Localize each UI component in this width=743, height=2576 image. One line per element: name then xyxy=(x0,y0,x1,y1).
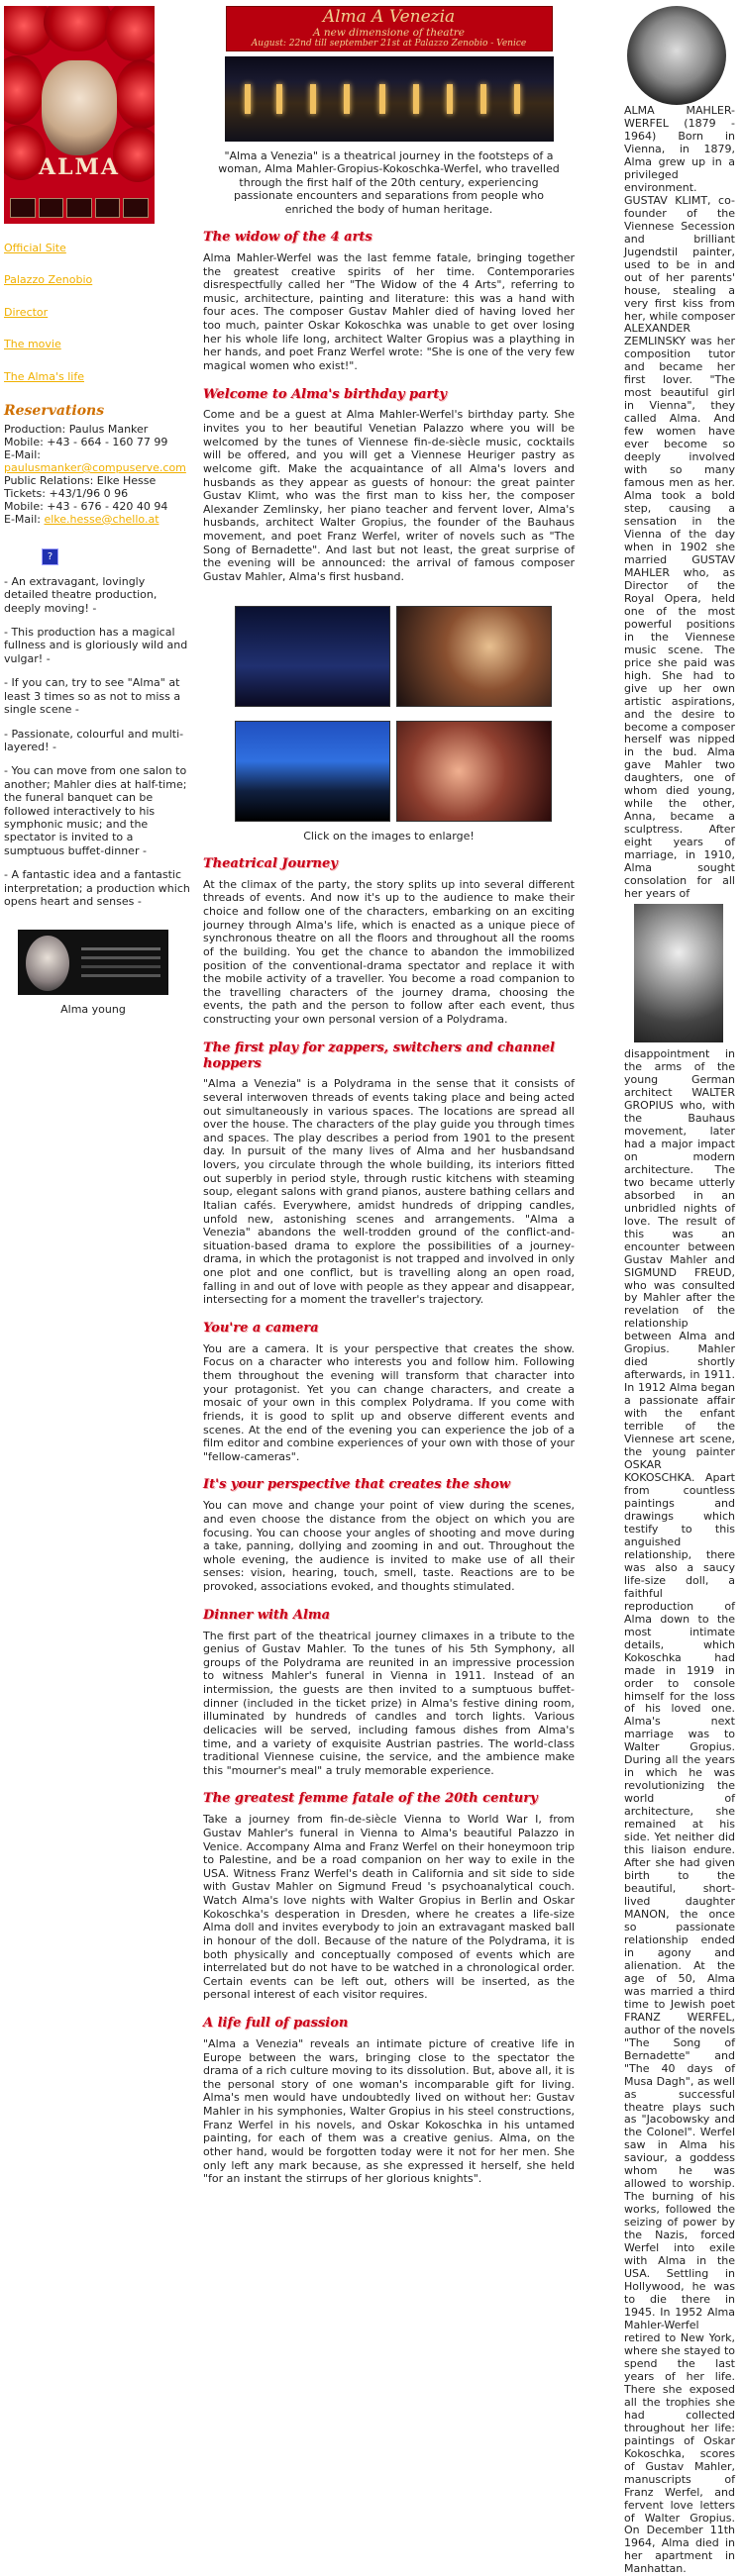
poster-title: ALMA xyxy=(39,154,120,180)
press-quote: - If you can, try to see "Alma" at least 3 times so as not to miss a single scene - xyxy=(4,676,181,717)
contact-email-1-link[interactable]: paulusmanker@compuserve.com xyxy=(4,461,186,475)
nav-official-site-link[interactable]: Official Site xyxy=(4,242,66,254)
section-text: "Alma a Venezia" is a Polydrama in the sense that it consists of several interwoven threads of events taking place and being acted out simultaneously in various spaces. The locations are spread all over the house. The characters of the play guide you through times and spaces. The play describes a period from 1901 to the present day. In pursuit of the many lives of Alma and her husbandsand lovers, you circulate through the whole building, its interiors fitted out superbly in period style, through rustic kitchens with steaming soup, elegant salons with grand pianos, austere bathing cellars and Italian cafés. Everywhere, amidst hundreds of dripping candles, unfold new, astonishing scenes and arrangements. "Alma a Venezia" abandons the well-trodden ground of the conflict-and-situation-based drama to explore the possibilities of a journey-drama, in which the protagonist is not trapped and involved in only one plot and one conflict, but is travelling along an open road, falling in and out of love with people as they appear and disappear, intersecting for a moment the traveller's trajectory. xyxy=(203,1077,575,1307)
section-text: You can move and change your point of view during the scenes, and even choose the distance from the object on which you are focusing. You can choose your angles of shooting and move during a take, panning, dollying and zooming in and out. Throughout the whole evening, the audience is invited to make use of all their senses: vision, hearing, touch, smell, taste. Reactions are to be provoked, associations evoked, and thoughts stimulated. xyxy=(203,1499,575,1594)
contact-block xyxy=(4,424,192,527)
banner-title: Alma A Venezia xyxy=(322,7,456,27)
right-sidebar xyxy=(624,6,735,2576)
alma-portrait-photo xyxy=(627,6,726,105)
press-quote: - An extravagant, lovingly detailed theatre production, deeply moving! - xyxy=(4,574,158,615)
reservations-heading: Reservations xyxy=(4,403,105,420)
intro-text: "Alma a Venezia" is a theatrical journey in the footsteps of a woman, Alma Mahler-Gropius-Kokoschka-Werfel, who travelled through the first half of the 20th century, experiencing passionate encounters and separations from people who enriched the body of human heritage. xyxy=(218,149,560,216)
section-heading: Theatrical Journey xyxy=(203,855,338,871)
banner-subtitle: A new dimensione of theatre xyxy=(312,27,466,39)
header-banner xyxy=(226,6,553,51)
contact-mobile-2: Mobile: +43 - 676 - 420 40 94 xyxy=(4,499,168,513)
contact-public-relations: Public Relations: Elke Hesse xyxy=(4,473,157,487)
gallery-thumbnail[interactable] xyxy=(235,721,390,822)
section-heading: You're a camera xyxy=(203,1320,319,1336)
gallery-thumbnail[interactable] xyxy=(396,721,552,822)
press-quotes xyxy=(4,575,192,909)
section-text: The first part of the theatrical journey climaxes in a tribute to the genius of Gustav Mahler. To the tunes of his 5th Symphony, all groups of the Polydrama are reunited in an impressive procession to witness Mahler's funeral in Vienna in 1911. Instead of an intermission, the guests are then invited to a sumptuous buffet-dinner (included in the ticket prize) in Alma's festive dining room, illuminated by hundreds of candles and torch lights. Various delicacies will be served, including famous dishes from Alma's time, and a variety of exquisite Austrian pastries. The world-class traditional Viennese cuisine, the service, and the ambience make this "mourner's meal" a truly memorable experience. xyxy=(203,1629,575,1777)
section-heading: It's your perspective that creates the show xyxy=(203,1477,510,1493)
contact-production: Production: Paulus Manker xyxy=(4,423,149,437)
section-heading: A life full of passion xyxy=(203,2016,349,2031)
gallery-caption: Click on the images to enlarge! xyxy=(303,829,475,842)
gallery-thumbnail[interactable] xyxy=(396,606,552,707)
section-heading: The widow of the 4 arts xyxy=(203,230,372,246)
photo-gallery xyxy=(235,606,552,822)
biography-text: ALMA MAHLER-WERFEL (1879 - 1964) Born in Vienna, in 1879, Alma grew up in a privileged environment. GUSTAV KLIMT, co-founder of the Viennese Secession and brilliant Jugendstil painter, used to be in and out of her parents' house, stealing a very first kiss from her, while composer ALEXANDER ZEMLINSKY was her composition tutor and became her first lover. "The most beautiful girl in Vienna", they called Alma. And few women have ever become so deeply involved with so many famous men as her. Alma took a bold step, causing a sensation in the Vienna of the day when in 1902 she married GUSTAV MAHLER who, as Director of the Royal Opera, held one of the most powerful positions in the Viennese music scene. The price she paid was high. She had to give up her own artistic aspirations, and the desire to become a composer herself was nipped in the bud. Alma gave Mahler two daughters, one of whom died young, while the other, Anna, became a sculptress. After eight years of marriage, in 1910, Alma sought consolation for all her years of xyxy=(624,104,735,901)
section-heading: The first play for zappers, switchers and channel hoppers xyxy=(203,1040,555,1071)
press-quote: - You can move from one salon to another; Mahler dies at half-time; the funeral banquet can be followed interactively to his symphonic music; and the spectator is invited to a sumptuous buffet-dinner - xyxy=(4,764,187,857)
press-quote: - This production has a magical fullness and is gloriously wild and vulgar! - xyxy=(4,626,188,665)
nav-palazzo-zenobio-link[interactable]: Palazzo Zenobio xyxy=(4,273,93,287)
nav-director-link[interactable]: Director xyxy=(4,305,49,319)
contact-email-label: E-Mail: xyxy=(4,448,41,462)
left-sidebar xyxy=(4,6,192,1017)
section-text: You are a camera. It is your perspective that creates the show. Focus on a character who interests you and follow him. Following them throughout the evening will transform that character into your protagonist. Yet you can change characters, and create a mosaic of your own in this complex Polydrama. If you come with friends, it is good to split up and observe different events and scenes. At the end of the evening you can experience the job of a film editor and combine experiences of your own with those of your "fellow-cameras". xyxy=(203,1341,575,1463)
alma-young-caption: Alma young xyxy=(60,1003,126,1017)
alma-young-photo[interactable] xyxy=(18,930,168,995)
section-heading: Welcome to Alma's birthday party xyxy=(203,386,447,402)
alma-poster-image xyxy=(4,6,155,224)
alma-older-portrait-photo xyxy=(634,904,723,1042)
main-content xyxy=(203,6,575,2186)
venice-night-photo xyxy=(225,56,554,142)
biography-text-continued: disappointment in the arms of the young German architect WALTER GROPIUS who, with the Bauhaus movement, later had a major impact on modern architecture. The two became utterly absorbed in an unbridled nights of love. The result of this was an encounter between Gustav Mahler and SIGMUND FREUD, who was consulted by Mahler after the revelation of the relationship between Alma and Gropius. Mahler died shortly afterwards, in 1911. In 1912 Alma began a passionate affair with the enfant terrible of the Viennese art scene, the young painter OSKAR KOKOSCHKA. Apart from countless paintings and drawings which testify to this anguished relationship, there was also a saucy life-size doll, a faithful reproduction of Alma down to the most intimate details, which Kokoschka had made in 1919 in order to console himself for the loss of his loved one. Alma's next marriage was to Walter Gropius. During all the years in which he was revolutionizing the world of architecture, she remained at his side. Yet neither did this liaison endure. After she had given birth to the beautiful, short-lived daughter MANON, the once so passionate relationship ended in agony and alienation. At the age of 50, Alma was married a third time to Jewish poet FRANZ WERFEL, author of the novels "The Song of Bernadette" and "The 40 days of Musa Dagh", as well as successful theatre plays such as "Jacobowsky and the Colonel". Werfel saw in Alma his saviour, a goddess whom he was allowed to worship. The burning of his works, followed the seizing of power by the Nazis, forced Werfel into exile with Alma in the USA. Settling in Hollywood, he was to die there in 1945. In 1952 Alma Mahler-Werfel retired to New York, where she stayed to spend the last years of her life. There she exposed all the trophies she had collected throughout her life: paintings of Oskar Kokoschka, scores of Gustav Mahler, manuscripts of Franz Werfel, and fervent love letters of Walter Gropius. On December 11th 1964, Alma died in her apartment in Manhattan. xyxy=(624,1047,735,2576)
banner-dates: August: 22nd till september 21st at Palazzo Zenobio - Venice xyxy=(251,39,527,49)
contact-email-2-label: E-Mail: xyxy=(4,512,41,526)
nav-the-movie-link[interactable]: The movie xyxy=(4,338,61,351)
press-quote: - Passionate, colourful and multi-layered! - xyxy=(4,727,184,753)
contact-email-2-link[interactable]: elke.hesse@chello.at xyxy=(44,512,159,526)
section-text: Take a journey from fin-de-siècle Vienna to World War I, from Gustav Mahler's funeral in Vienna to Alma's beautiful Palazzo in Venice. Accompany Alma and Franz Werfel on their honeymoon trip to Palestine, and be a road companion on her way to exile in the USA. Witness Franz Werfel's death in California and sit side to side with Gustav Mahler on Sigmund Freud 's psychoanalytical couch. Watch Alma's love nights with Walter Gropius in Berlin and Oskar Kokoschka's desperation in Dresden, where he creates a life-size Alma doll and invites everybody to join an extravagant masked ball in honour of the doll. Because of the nature of the Polydrama, it is both physically and conceptually composed of events which are interrelated but do not have to be watched in a chronological order. Certain events can be left out, others will be inserted, as the personal interest of each visitor requires. xyxy=(203,1813,575,2002)
section-text: Alma Mahler-Werfel was the last femme fatale, bringing together the greatest creative spirits of her time. Contemporaries disrespectfully called her "The Widow of the 4 Arts", referring to music, architecture, painting and literature: this was a hand with four aces. The composer Gustav Mahler died of having loved her too much, painter Oskar Kokoschka was unable to get over losing her his whole life long, architect Walter Gropius was a plaything in her hands, and poet Franz Werfel wrote: "She is one of the very few magical women who exist!". xyxy=(203,250,575,372)
contact-tickets: Tickets: +43/1/96 0 96 xyxy=(4,486,129,500)
gallery-thumbnail[interactable] xyxy=(235,606,390,707)
section-heading: Dinner with Alma xyxy=(203,1607,331,1623)
section-text: Come and be a guest at Alma Mahler-Werfel's birthday party. She invites you to her beautiful Venetian Palazzo where you will be welcomed by the tunes of Viennese fin-de-siècle music, cocktails will be offered, and you will get a Viennese Heuriger pastry as welcome gift. Make the acquaintance of all Alma's lovers and husbands as they appear as guests of honour: the great painter Gustav Klimt, who was the first man to kiss her, the composer Alexander Zemlinsky, her piano teacher and fervent lover, Alma's husbands, architect Walter Gropius, the founder of the Bauhaus movement, and poet Franz Werfel, writer of novels such as "The Song of Bernadette". And last but not least, the great surprise of the evening will be announced: the arrival of famous composer Gustav Mahler, Alma's first husband. xyxy=(203,408,575,583)
section-heading: The greatest femme fatale of the 20th century xyxy=(203,1791,538,1807)
contact-mobile-1: Mobile: +43 - 664 - 160 77 99 xyxy=(4,436,168,449)
audio-player-icon[interactable]: ? xyxy=(42,548,58,565)
nav-almas-life-link[interactable]: The Alma's life xyxy=(4,369,84,383)
press-quote: - A fantastic idea and a fantastic interpretation; a production which opens heart and senses - xyxy=(4,868,190,908)
section-text: At the climax of the party, the story splits up into several different threads of events. And now it's up to the audience to make their choice and follow one of the characters, embarking on an exciting journey through Alma's life, which is enacted as a unique piece of synchronous theatre on all the floors and throughout all the rooms of the building. You get the chance to abandon the immobilized position of the conventional-drama spectator and replace it with the mobile activity of a traveller. You become a road companion to the travelling characters of the journey drama, choosing the events, the path and the person to follow after each event, thus constructing your own personal version of a Polydrama. xyxy=(203,877,575,1027)
section-text: "Alma a Venezia" reveals an intimate picture of creative life in Europe between the wars, bringing close to the spectator the drama of a rich culture moving to its dissolution. But, above all, it is the personal story of one woman's incomparable gift for living. Alma's men would have undoubtedly lived on without her: Gustav Mahler in his symphonies, Walter Gropius in his steel constructions, Franz Werfel in his novels, and Oskar Kokoschka in his untamed painting, for each of them was a creative genius. Alma, on the other hand, would be forgotten today were it not for her men. She only left any mark because, as she expressed it herself, she held "for an instant the stirrups of her glorious knights". xyxy=(203,2036,575,2186)
